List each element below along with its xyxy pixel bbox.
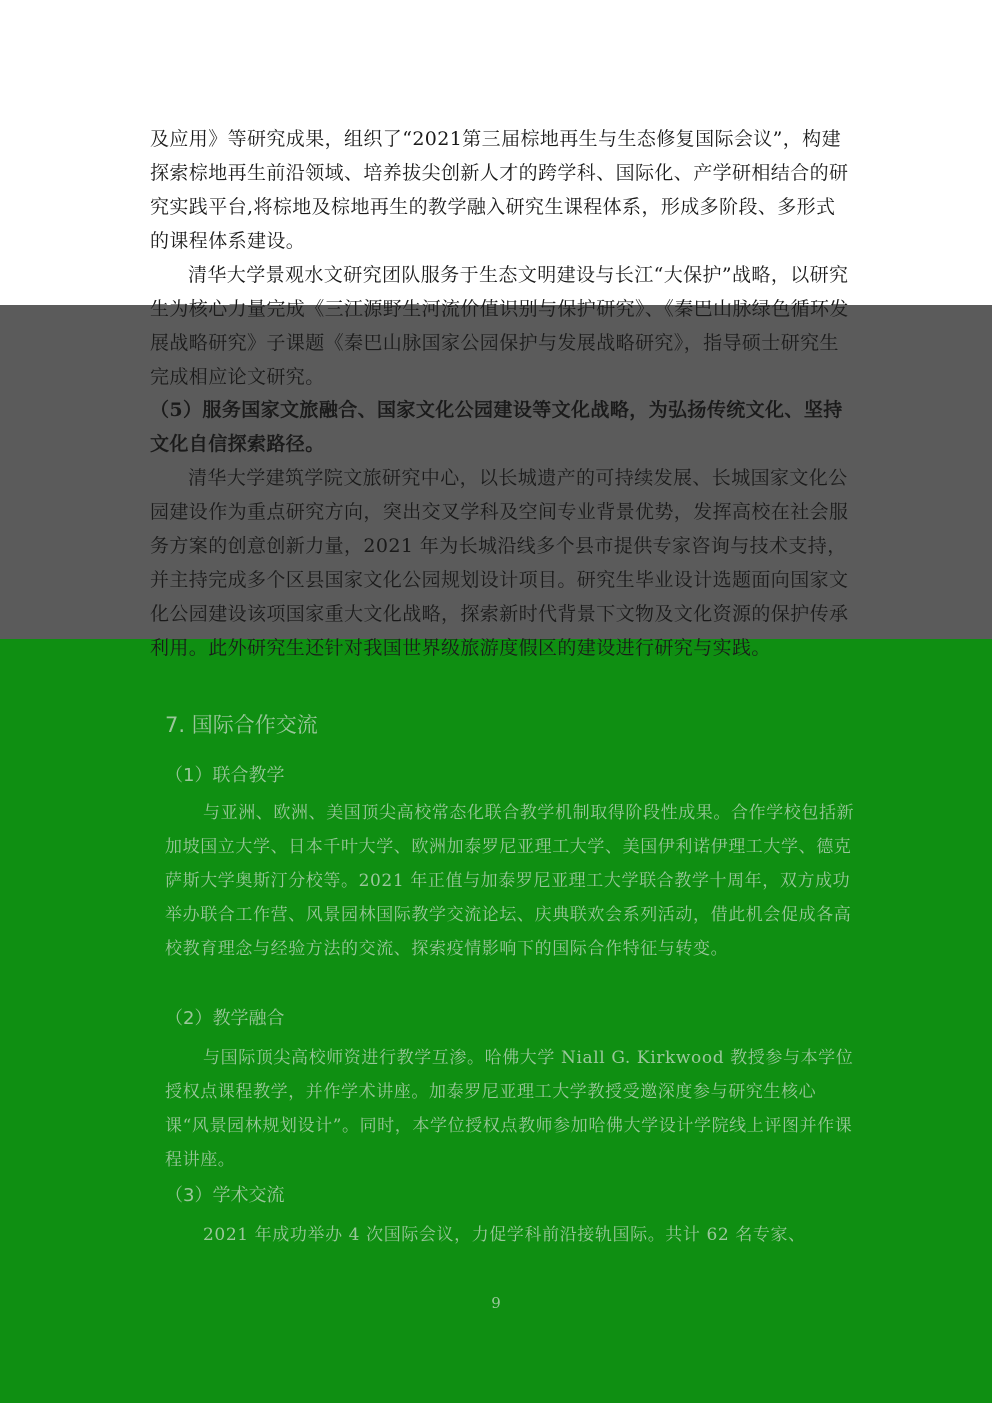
section-heading-international: 7. 国际合作交流 [165,713,318,737]
paragraph-academic-exchange: 2021 年成功举办 4 次国际会议，力促学科前沿接轨国际。共计 62 名专家、 [203,1225,806,1245]
paragraph-joint-teaching: 与亚洲、欧洲、美国顶尖高校常态化联合教学机制取得阶段性成果。合作学校包括新加坡国立大学、日本千叶大学、欧洲加泰罗尼亚理工大学、美国伊利诺伊理工大学、德克萨斯大学奥斯汀分校等。2021 年正值与加泰罗尼亚理工大学联合教学十周年，双方成功举办联合工作营、风景园林国际教学交流论坛、庆典联欢会系列活动，借此机会促成各高校教育理念与经验方法的交流、探索疫情影响下的国际合作特征与转变。 [165,803,855,959]
paragraph-teaching-integration: 与国际顶尖高校师资进行教学互渗。哈佛大学 Niall G. Kirkwood 教授参与本学位授权点课程教学，并作学术讲座。加泰罗尼亚理工大学教授受邀深度参与研究生核心课“风景园林规划设计”。同时，本学位授权点教师参加哈佛大学设计学院线上评图并作课程讲座。 [165,1048,854,1170]
paragraph-brownfield: 及应用》等研究成果，组织了“2021第三届棕地再生与生态修复国际会议”，构建探索棕地再生前沿领域、培养拔尖创新人才的跨学科、国际化、产学研相结合的研究实践平台,将棕地及棕地再生的教学融入研究生课程体系，形成多阶段、多形式的课程体系建设。 [150,128,849,252]
subheading-academic-exchange: （3）学术交流 [165,1185,285,1206]
subheading-teaching-integration: （2）教学融合 [165,1008,285,1029]
paragraph-hydrology-team: 清华大学景观水文研究团队服务于生态文明建设与长江“大保护”战略，以研究生为核心力量完成《三江源野生河流价值识别与保护研究》、《秦巴山脉绿色循环发展战略研究》子课题《秦巴山脉国家公园保护与发展战略研究》，指导硕士研究生完成相应论文研究。 [150,264,849,388]
subheading-joint-teaching: （1）联合教学 [165,765,285,786]
heading-item-5: （5）服务国家文旅融合、国家文化公园建设等文化战略，为弘扬传统文化、坚持文化自信探索路径。 [150,399,843,455]
page-number: 9 [491,1294,501,1312]
paragraph-culture-tourism: 清华大学建筑学院文旅研究中心，以长城遗产的可持续发展、长城国家文化公园建设作为重点研究方向，突出交叉学科及空间专业背景优势，发挥高校在社会服务方案的创意创新力量，2021 年为长城沿线多个县市提供专家咨询与技术支持，并主持完成多个区县国家文化公园规划设计项目。研究生毕业设计选题面向国家文化公园建设该项国家重大文化战略，探索新时代背景下文物及文化资源的保护传承利用。此外研究生还针对我国世界级旅游度假区的建设进行研究与实践。 [150,467,849,659]
